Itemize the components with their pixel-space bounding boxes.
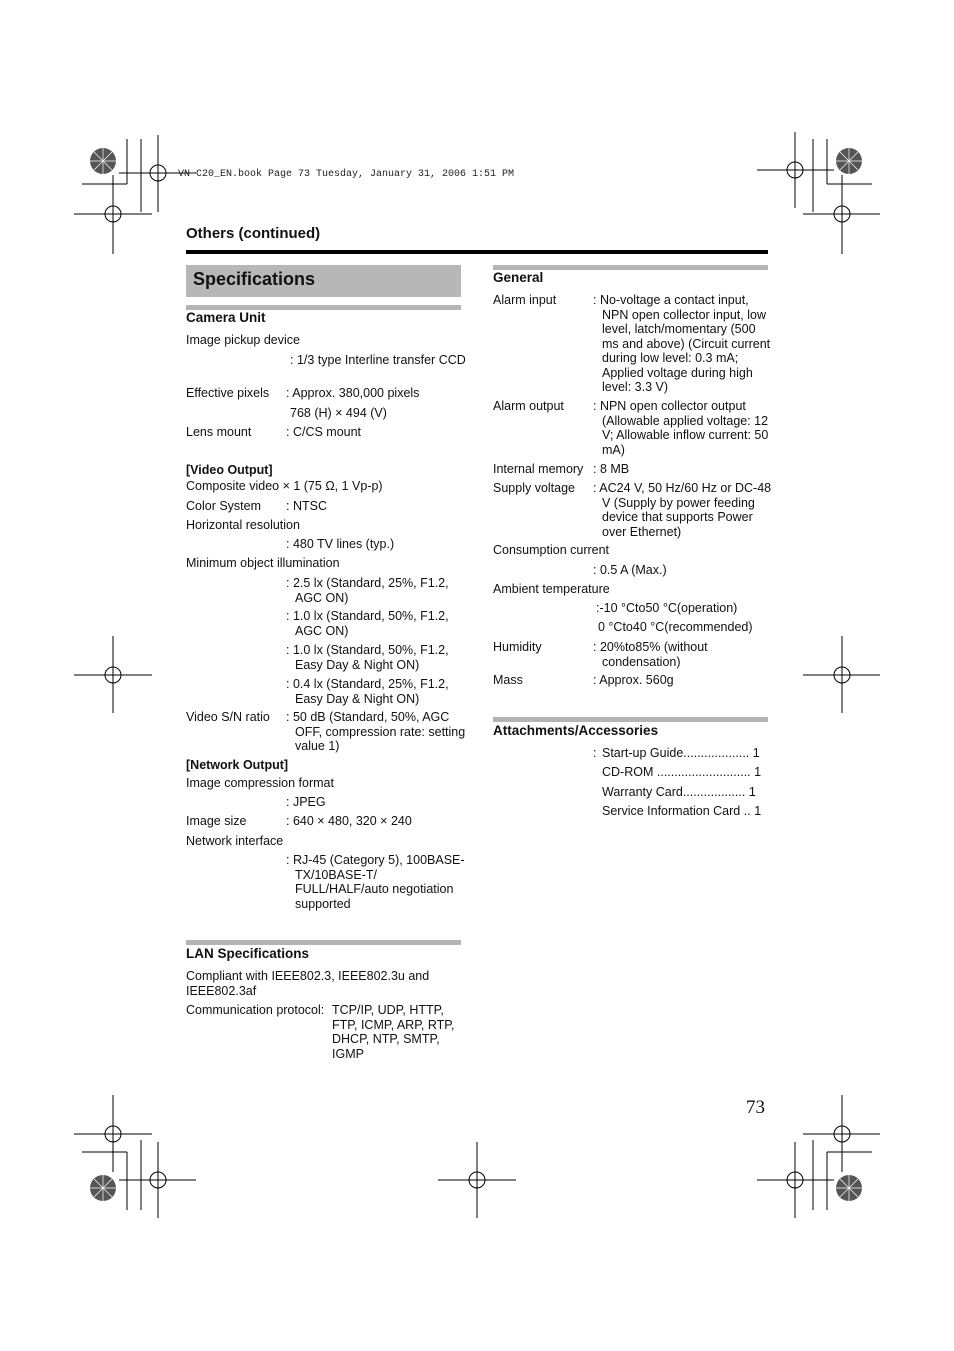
attachment-leader: .. [743, 804, 751, 818]
attachment-colon: : [593, 746, 597, 760]
attachment-qty: 1 [748, 785, 756, 799]
attachment-qty: 1 [754, 804, 762, 818]
attachment-leader: .................. [682, 785, 746, 799]
image-size-label: Image size [186, 814, 247, 828]
attachment-qty: 1 [754, 765, 762, 779]
horizontal-resolution-value: : 480 TV lines (typ.) [286, 537, 395, 551]
alarm-output-label: Alarm output [493, 399, 564, 413]
consumption-value: : 0.5 A (Max.) [593, 563, 667, 577]
file-stamp: VN-C20_EN.book Page 73 Tuesday, January 31, 2006 1:51 PM [178, 169, 515, 180]
attachment-name: Warranty Card [602, 785, 683, 799]
supply-voltage-label: Supply voltage [493, 481, 576, 495]
min-illumination-label: Minimum object illumination [186, 556, 340, 570]
attachment-item [602, 804, 764, 819]
attachment-leader: ................... [683, 746, 750, 760]
alarm-output-value: : NPN open collector output (Allowable applied voltage: 12 V; Allowable inflow current: 50 mA) [593, 399, 769, 457]
lan-heading: LAN Specifications [186, 946, 310, 961]
network-interface-label: Network interface [186, 834, 284, 848]
protocol-label: Communication protocol: [186, 1003, 325, 1017]
lan-compliance: Compliant with IEEE802.3, IEEE802.3u and IEEE802.3af [186, 969, 430, 998]
camera-unit-heading: Camera Unit [186, 310, 266, 325]
general-heading: General [493, 270, 544, 285]
effective-pixels-label: Effective pixels [186, 386, 270, 400]
mass-label: Mass [493, 673, 523, 687]
ambient-value-recommended: 0 °Cto40 °C(recommended) [598, 620, 753, 634]
ambient-label: Ambient temperature [493, 582, 610, 596]
protocol-value: TCP/IP, UDP, HTTP, FTP, ICMP, ARP, RTP, DHCP, NTP, SMTP, IGMP [332, 1003, 455, 1061]
attachment-leader: ........................... [656, 765, 751, 779]
mass-value: : Approx. 560g [593, 673, 674, 687]
image-pickup-value: : 1/3 type Interline transfer CCD [290, 353, 466, 367]
network-output-heading: [Network Output] [186, 758, 289, 772]
page-number: 73 [746, 1097, 765, 1118]
attachment-name: Service Information Card [602, 804, 741, 818]
header-rule [186, 250, 768, 254]
image-size-value: : 640 × 480, 320 × 240 [286, 814, 412, 828]
min-illumination-value: : 2.5 lx (Standard, 25%, F1.2, AGC ON) [286, 576, 449, 605]
lens-mount-label: Lens mount [186, 425, 252, 439]
alarm-input-value: : No-voltage a contact input, NPN open collector input, low level, latch/momentary (500 ms and above) (Circuit current during low level: 0.3 mA; Applied voltage during high level: 3.3 V) [593, 293, 771, 394]
attachments-heading: Attachments/Accessories [493, 723, 659, 738]
network-interface-value: : RJ-45 (Category 5), 100BASE-TX/10BASE-T/ FULL/HALF/auto negotiation supported [286, 853, 465, 911]
internal-memory-label: Internal memory [493, 462, 584, 476]
ambient-value-operation: :-10 °Cto50 °C(operation) [596, 601, 738, 615]
color-system-label: Color System [186, 499, 262, 513]
effective-pixels-resolution: 768 (H) × 494 (V) [290, 406, 387, 420]
composite-video: Composite video × 1 (75 Ω, 1 Vp-p) [186, 479, 383, 493]
video-sn-label: Video S/N ratio [186, 710, 270, 724]
internal-memory-value: : 8 MB [593, 462, 630, 476]
min-illumination-value: : 1.0 lx (Standard, 50%, F1.2, AGC ON) [286, 609, 449, 638]
video-sn-value: : 50 dB (Standard, 50%, AGC OFF, compression rate: setting value 1) [286, 710, 466, 753]
attachments-rule [493, 717, 768, 722]
section-title: Others (continued) [186, 225, 321, 242]
horizontal-resolution-label: Horizontal resolution [186, 518, 300, 532]
humidity-label: Humidity [493, 640, 542, 654]
compression-label: Image compression format [186, 776, 334, 790]
compression-value: : JPEG [286, 795, 326, 809]
consumption-label: Consumption current [493, 543, 610, 557]
page-title: Specifications [193, 269, 316, 289]
attachment-item [602, 746, 764, 761]
min-illumination-value: : 0.4 lx (Standard, 25%, F1.2, Easy Day & Night ON) [286, 677, 449, 706]
alarm-input-label: Alarm input [493, 293, 557, 307]
attachment-item [602, 765, 764, 780]
image-pickup-label: Image pickup device [186, 333, 300, 347]
attachment-name: Start-up Guide [602, 746, 684, 760]
attachment-name: CD-ROM [602, 765, 654, 779]
color-system-value: : NTSC [286, 499, 327, 513]
attachment-item [602, 785, 764, 800]
min-illumination-value: : 1.0 lx (Standard, 50%, F1.2, Easy Day & Night ON) [286, 643, 449, 672]
supply-voltage-value: : AC24 V, 50 Hz/60 Hz or DC-48 V (Supply by power feeding device that supports Power over Ethernet) [593, 481, 772, 539]
lens-mount-value: : C/CS mount [286, 425, 362, 439]
lan-rule [186, 940, 461, 945]
effective-pixels-value: : Approx. 380,000 pixels [286, 386, 420, 400]
attachment-qty: 1 [752, 746, 760, 760]
humidity-value: : 20%to85% (without condensation) [593, 640, 708, 669]
video-output-heading: [Video Output] [186, 463, 273, 477]
